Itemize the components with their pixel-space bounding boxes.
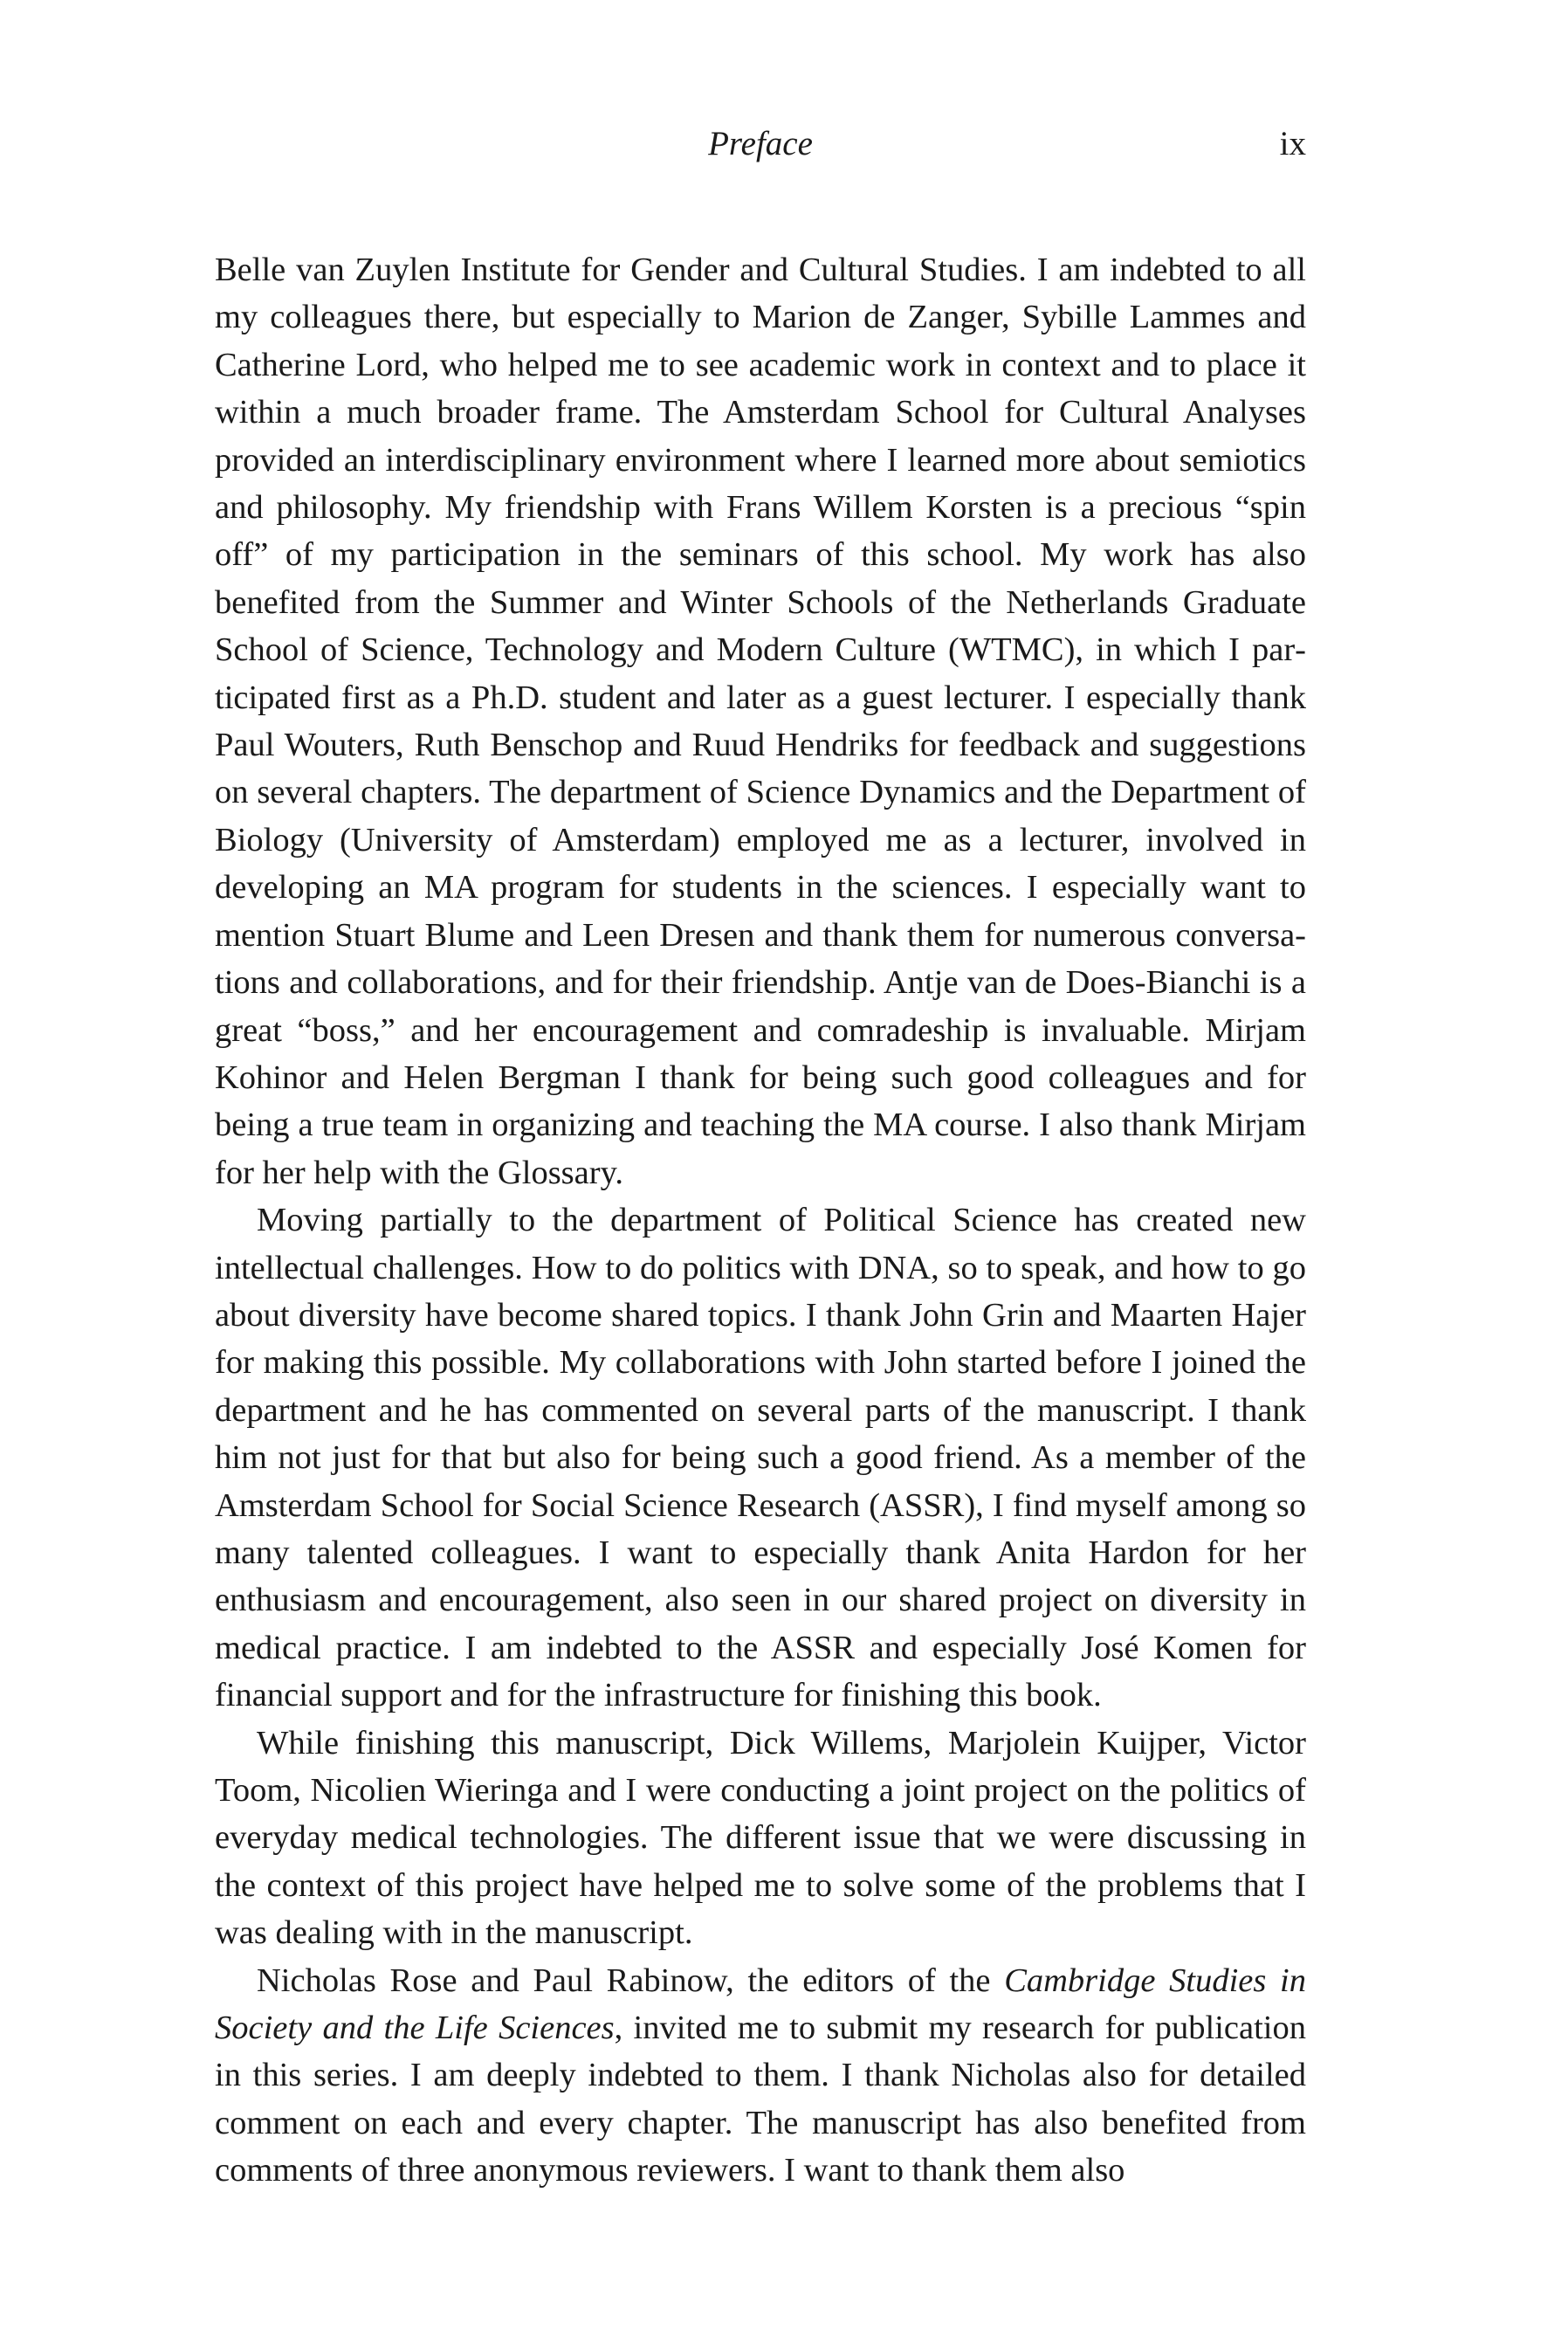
body-text [215,246,1306,2195]
page-number: ix [1279,125,1306,162]
paragraph-text: , invited me to submit my research for publication in this series. I am deeply indebted to them. I thank Nicholas also for detailed comment on each and every chapter. The manuscript has also benefited from comments of three anonymous reviewers. I want to thank them also [215,2010,1306,2189]
paragraph: Belle van Zuylen Institute for Gender and Cultural Studies. I am indebted to all my colleagues there, but especially to Marion de Zanger, Sybille Lammes and Catherine Lord, who helped me to see academic work in context and to place it within a much broader frame. The Amsterdam School for Cultural Analyses provided an interdisciplinary environment where I learned more about semiotics and philosophy. My friendship with Frans Willem Korsten is a precious “spin off” of my participation in the seminars of this school. My work has also benefited from the Summer and Winter Schools of the Netherlands Graduate School of Science, Technology and Modern Culture (WTMC), in which I participated first as a Ph.D. student and later as a guest lecturer. I especially thank Paul Wouters, Ruth Benschop and Ruud Hendriks for feedback and suggestions on several chapters. The department of Science Dynamics and the Department of Biology (University of Amsterdam) employed me as a lecturer, involved in developing an MA program for students in the sciences. I especially want to mention Stuart Blume and Leen Dresen and thank them for numerous conversations and collaborations, and for their friendship. Antje van de Does-Bianchi is a great “boss,” and her encouragement and comradeship is invaluable. Mirjam Kohinor and Helen Bergman I thank for being such good colleagues and for being a true team in organizing and teaching the MA course. I also thank Mirjam for her help with the Glossary. [215,252,1306,1191]
running-title: Preface [708,125,813,162]
paragraph: While finishing this manuscript, Dick Willems, Marjolein Kuijper, Victor Toom, Nicolien Wieringa and I were conducting a joint project on the politics of everyday medical technologies. The different issue that we were discussing in the context of this project have helped me to solve some of the problems that I was dealing with in the manuscript. [215,1724,1306,1952]
series-title: Cambridge Studies in Society and the Life Sciences [215,1961,1306,2047]
running-head [215,121,1306,173]
paragraph [215,1957,1306,2195]
paragraph: Moving partially to the department of Political Science has created new intellectual challenges. How to do politics with DNA, so to speak, and how to go about diversity have become shared topics. I thank John Grin and Maarten Hajer for making this possible. My collaborations with John started before I joined the department and he has commented on several parts of the manuscript. I thank him not just for that but also for being such a good friend. As a member of the Amsterdam School for Social Science Research (ASSR), I find myself among so many talented colleagues. I want to especially thank Anita Hardon for her enthusiasm and encouragement, also seen in our shared project on diversity in medical practice. I am indebted to the ASSR and especially José Komen for financial support and for the infrastructure for finishing this book. [215,1202,1306,1714]
paragraph-text: Nicholas Rose and Paul Rabinow, the editors of the [257,1961,1005,1999]
